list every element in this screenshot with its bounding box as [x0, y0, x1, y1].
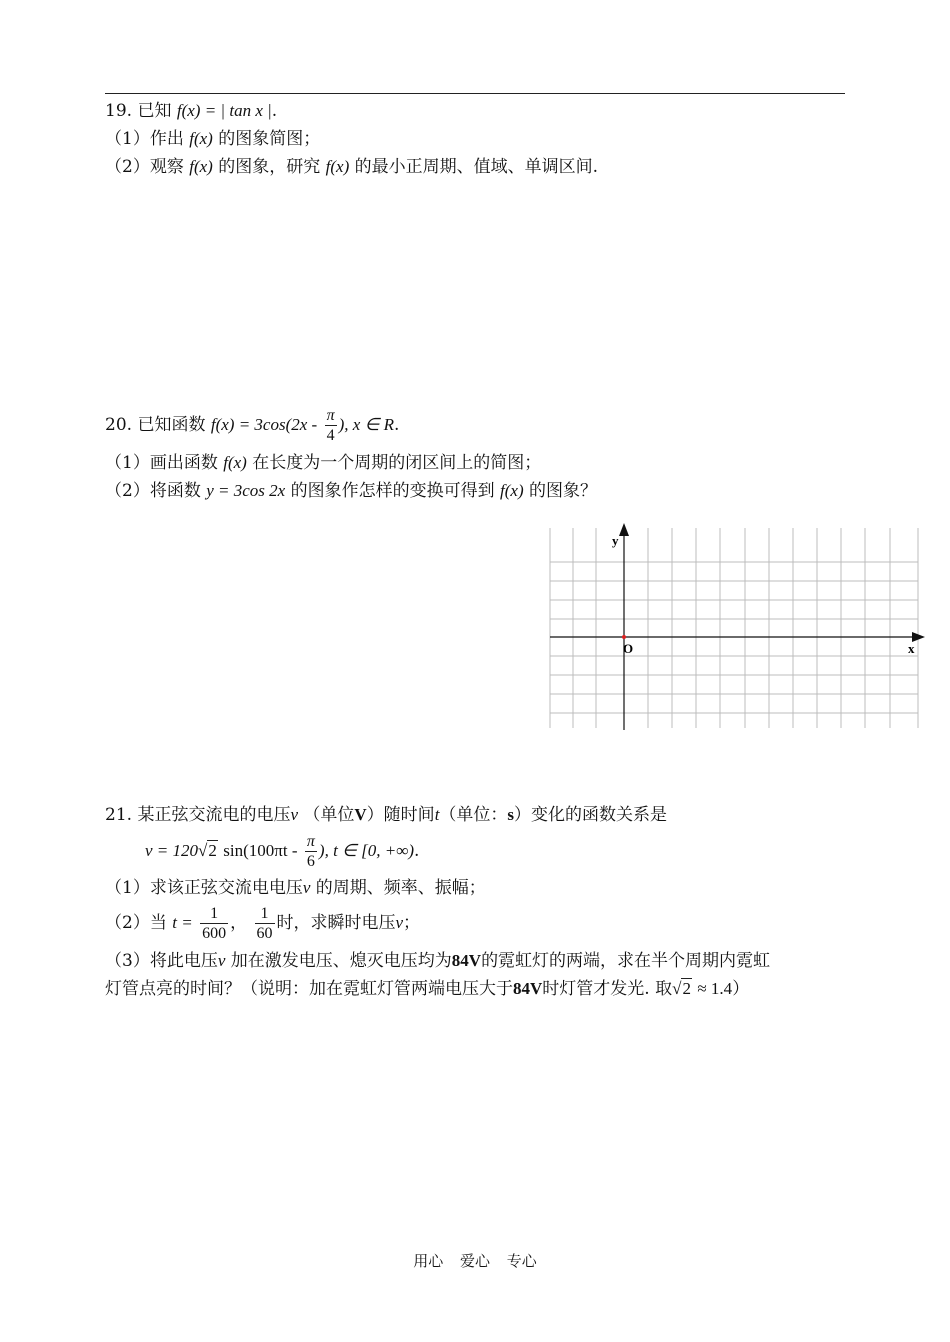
q20-part1-text: 画出函数: [149, 453, 218, 473]
q19-number: 19.: [105, 101, 133, 121]
q21-frac-den: 6: [306, 853, 315, 870]
q21-formula: [145, 831, 419, 871]
q21-part2-t: t =: [172, 913, 193, 932]
q21-part3-sqrt-radicand: 2: [682, 979, 691, 998]
q21-unit-v: V: [354, 805, 367, 824]
x-axis-label: x: [908, 641, 915, 656]
q21-part3-volt: 84V: [451, 951, 482, 970]
q20-part1: [105, 451, 541, 475]
q19-part2-label: （2）: [105, 157, 150, 177]
q21-part1-label: （1）: [105, 878, 150, 898]
q19-stem-text: 已知: [137, 101, 172, 121]
q21-stem-d: （单位：: [439, 805, 508, 825]
q21-fraction: [305, 832, 317, 871]
q21-formula-pre: v = 120: [145, 841, 199, 860]
q21-formula-sqrt-radicand: 2: [208, 841, 217, 860]
q19-part1-label: （1）: [105, 129, 150, 149]
top-rule: [105, 93, 845, 94]
q21-t: t: [434, 805, 440, 824]
q21-stem-b: （单位: [303, 805, 355, 825]
q21-part2-v: v: [395, 913, 404, 932]
coordinate-grid: [540, 520, 930, 735]
q21-part3-sqrt: √2: [672, 979, 691, 998]
q21-part3-line1: [105, 949, 770, 973]
q19-stem: [105, 99, 277, 123]
q21-part3-line2-b: 时灯管才发光. 取: [542, 979, 673, 999]
q21-v: v: [290, 805, 298, 824]
q21-part3-text: 将此电压: [149, 951, 218, 971]
q21-part2-f1-num: 1: [200, 904, 228, 924]
q21-formula-post: ), t ∈ [0, +∞): [318, 841, 414, 860]
q21-part2-f2-den: 60: [256, 925, 273, 942]
q20-part2-func: y = 3cos 2x: [206, 481, 286, 500]
q21-stem-a: 某正弦交流电的电压: [137, 805, 291, 825]
footer-text-2: 爱心: [459, 1252, 490, 1270]
q21-part2: [105, 900, 420, 946]
q21-part3-volt2: 84V: [513, 979, 543, 998]
origin-label: O: [623, 641, 634, 656]
q21-number: 21.: [105, 805, 133, 825]
q19-end: .: [271, 101, 278, 121]
q20-part2-label: （2）: [105, 481, 150, 501]
q21-part3-line2: [105, 977, 749, 1001]
q19-part2: [105, 155, 598, 179]
q19-part2-tail: 的最小正周期、值域、单调区间.: [354, 157, 599, 177]
q19-part2-mid: 的图象，研究: [218, 157, 321, 177]
q21-part2-comma: ，: [230, 913, 248, 933]
q20-part2-func2: f(x): [500, 481, 524, 500]
footer-text-3: 专心: [506, 1252, 537, 1270]
q19-part1-tail: 的图象简图；: [218, 129, 321, 149]
q20-end: .: [394, 415, 400, 435]
q19-part1-func: f(x): [189, 129, 213, 148]
q20-fraction: [325, 406, 337, 445]
q21-stem-e: ）变化的函数关系是: [514, 805, 668, 825]
q20-stem: [105, 405, 399, 445]
q21-formula-sqrt: √2: [198, 841, 217, 860]
q21-part2-fraction1: [200, 904, 228, 943]
q19-function: f(x) = | tan x |: [176, 101, 272, 120]
q20-part2: [105, 479, 597, 503]
q21-part3-tail: 的霓虹灯的两端，求在半个周期内霓虹: [481, 951, 771, 971]
q19-part2-text: 观察: [149, 157, 184, 177]
q21-part2-f2-num: 1: [255, 904, 275, 924]
q21-part1-v: v: [302, 878, 311, 897]
q21-formula-end: .: [413, 841, 420, 861]
footer-text-1: 用心: [413, 1252, 444, 1270]
q21-formula-mid: sin(100πt -: [223, 841, 298, 860]
grid-lines: [550, 528, 918, 728]
q21-frac-num: π: [306, 833, 315, 850]
q21-part3-line2-a: 灯管点亮的时间？（说明：加在霓虹灯管两端电压大于: [105, 979, 513, 999]
origin-point: [622, 635, 626, 639]
q21-stem-c: ）随时间: [366, 805, 435, 825]
q21-part2-f1-den: 600: [202, 925, 227, 942]
q19-part1-text: 作出: [149, 129, 184, 149]
q19-part1: [105, 127, 320, 151]
q20-part2-mid: 的图象作怎样的变换可得到: [290, 481, 495, 501]
q20-part2-text: 将函数: [149, 481, 201, 501]
q21-part2-tail: ；: [403, 913, 421, 933]
q21-unit-s: s: [507, 805, 515, 824]
q21-part1-tail: 的周期、频率、振幅；: [315, 878, 486, 898]
q20-part2-tail: 的图象？: [529, 481, 598, 501]
q20-func-post: ), x ∈ R: [338, 415, 395, 434]
q20-part1-func: f(x): [223, 453, 247, 472]
q21-part2-fraction2: [255, 904, 275, 943]
q21-part3-approx: ≈ 1.4: [697, 979, 733, 998]
q19-part2-func: f(x): [189, 157, 213, 176]
page-footer: [0, 1250, 950, 1271]
y-axis-label: y: [612, 533, 619, 548]
q20-stem-text: 已知函数: [137, 415, 206, 435]
q21-part1: [105, 876, 486, 900]
q20-frac-den: 4: [326, 427, 335, 444]
q20-part1-tail: 在长度为一个周期的闭区间上的简图；: [252, 453, 542, 473]
q20-frac-num: π: [326, 407, 335, 424]
q21-part3-mid: 加在激发电压、熄灭电压均为: [230, 951, 452, 971]
q20-part1-label: （1）: [105, 453, 150, 473]
q21-stem: [105, 803, 667, 827]
q21-part2-mid: 时，求瞬时电压: [276, 913, 396, 933]
q20-func-pre: f(x) = 3cos(2x -: [210, 415, 318, 434]
q21-part1-text: 求该正弦交流电电压: [149, 878, 303, 898]
y-axis-arrow: [619, 523, 629, 536]
q21-part2-label: （2）: [105, 913, 150, 933]
q21-part3-close: ）: [732, 979, 750, 999]
q21-part2-text: 当: [149, 913, 167, 933]
q21-part3-v: v: [217, 951, 226, 970]
q19-part2-func2: f(x): [325, 157, 350, 176]
q20-number: 20.: [105, 415, 133, 435]
q21-part3-label: （3）: [105, 951, 150, 971]
